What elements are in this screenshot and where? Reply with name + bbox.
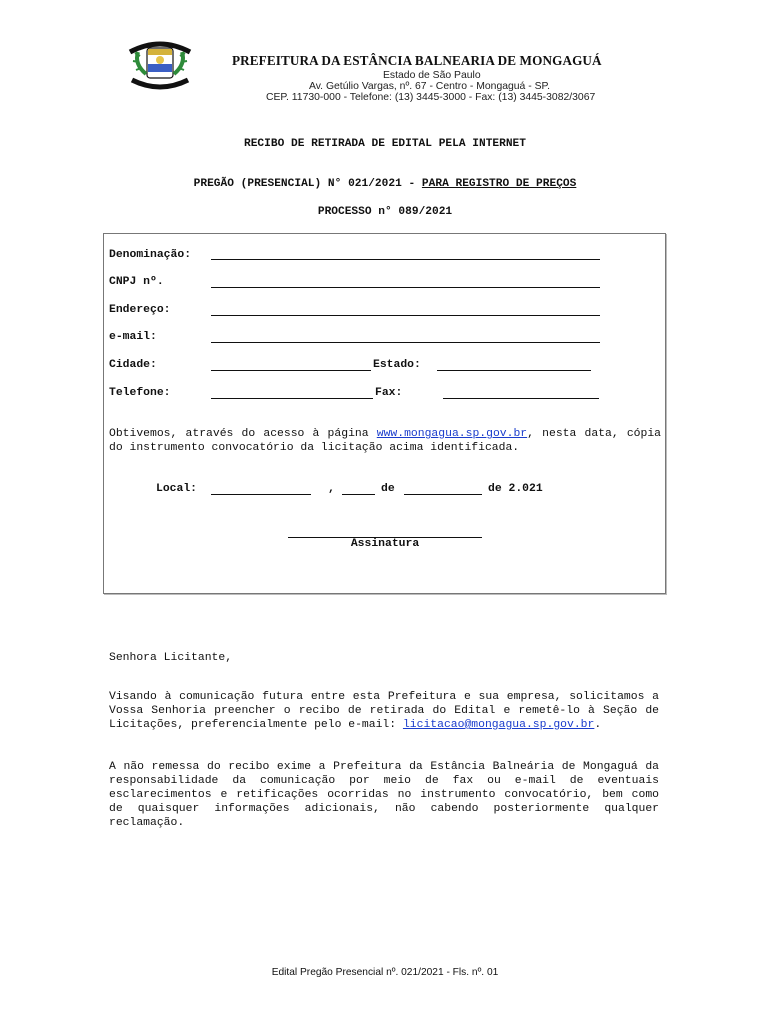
instructions-end: .	[594, 719, 602, 731]
cnpj-field[interactable]	[211, 287, 600, 288]
cidade-field[interactable]	[211, 370, 371, 371]
email-field[interactable]	[211, 342, 600, 343]
fax-field[interactable]	[443, 398, 599, 399]
obtained-statement	[109, 427, 661, 455]
denominacao-label: Denominação:	[109, 249, 192, 261]
pregao-prefix: PREGÃO (PRESENCIAL) N° 021/2021 -	[193, 178, 422, 190]
pregao-registro: PARA REGISTRO DE PREÇOS	[421, 178, 577, 190]
cnpj-label: CNPJ nº.	[109, 276, 164, 288]
receipt-title: RECIBO DE RETIRADA DE EDITAL PELA INTERNET	[244, 138, 526, 150]
cidade-label: Cidade:	[109, 359, 157, 371]
year-label: de 2.021	[488, 483, 543, 495]
obtained-text-start: Obtivemos, através do acesso à página	[109, 428, 377, 440]
municipal-crest-logo	[120, 34, 200, 96]
fax-label: Fax:	[375, 387, 403, 399]
instructions-paragraph	[109, 690, 659, 732]
local-field[interactable]	[211, 494, 311, 495]
website-link[interactable]: www.mongagua.sp.gov.br	[376, 428, 528, 440]
pregao-line	[0, 178, 770, 190]
greeting: Senhora Licitante,	[109, 652, 233, 664]
state-line: Estado de São Paulo	[383, 70, 481, 81]
telefone-label: Telefone:	[109, 387, 171, 399]
processo-number: PROCESSO n° 089/2021	[317, 206, 453, 218]
municipality-title: PREFEITURA DA ESTÂNCIA BALNEARIA DE MONGAGUÁ	[232, 53, 602, 68]
endereco-label: Endereço:	[109, 304, 171, 316]
address-line: Av. Getúlio Vargas, nº. 67 - Centro - Mongaguá - SP.	[309, 81, 550, 92]
disclaimer-paragraph: A não remessa do recibo exime a Prefeitura da Estância Balneária de Mongaguá da responsabilidade da comunicação por meio de fax ou e-mail de eventuais esclarecimentos e retificações ocorridas no instrumento convocatório, bem como de quaisquer informações adicionais, não cabendo posteriormente qualquer reclamação.	[109, 761, 659, 829]
estado-label: Estado:	[373, 359, 421, 371]
telefone-field[interactable]	[211, 398, 373, 399]
denominacao-field[interactable]	[211, 259, 600, 260]
contact-line: CEP. 11730-000 - Telefone: (13) 3445-3000 - Fax: (13) 3445-3082/3067	[266, 92, 596, 103]
email-link[interactable]: licitacao@mongagua.sp.gov.br	[402, 719, 595, 731]
signature-label: Assinatura	[350, 538, 420, 550]
obtained-text-end: , nesta data, cópia do instrumento convocatório da licitação acima identificada.	[109, 428, 662, 454]
estado-field[interactable]	[437, 370, 591, 371]
local-label: Local:	[156, 483, 198, 495]
endereco-field[interactable]	[211, 315, 600, 316]
instructions-text: Visando à comunicação futura entre esta Prefeitura e sua empresa, solicitamos a Vossa Senhoria preencher o recibo de retirada do Edital e remetê-lo à Seção de Licitações, preferencialmente pelo e-mail:	[109, 691, 659, 731]
de-label: de	[381, 483, 395, 495]
local-comma: ,	[328, 483, 335, 495]
month-field[interactable]	[404, 494, 482, 495]
email-label: e-mail:	[109, 331, 157, 343]
page-footer: Edital Pregão Presencial nº. 021/2021 - Fls. nº. 01	[271, 967, 499, 978]
day-field[interactable]	[342, 494, 375, 495]
